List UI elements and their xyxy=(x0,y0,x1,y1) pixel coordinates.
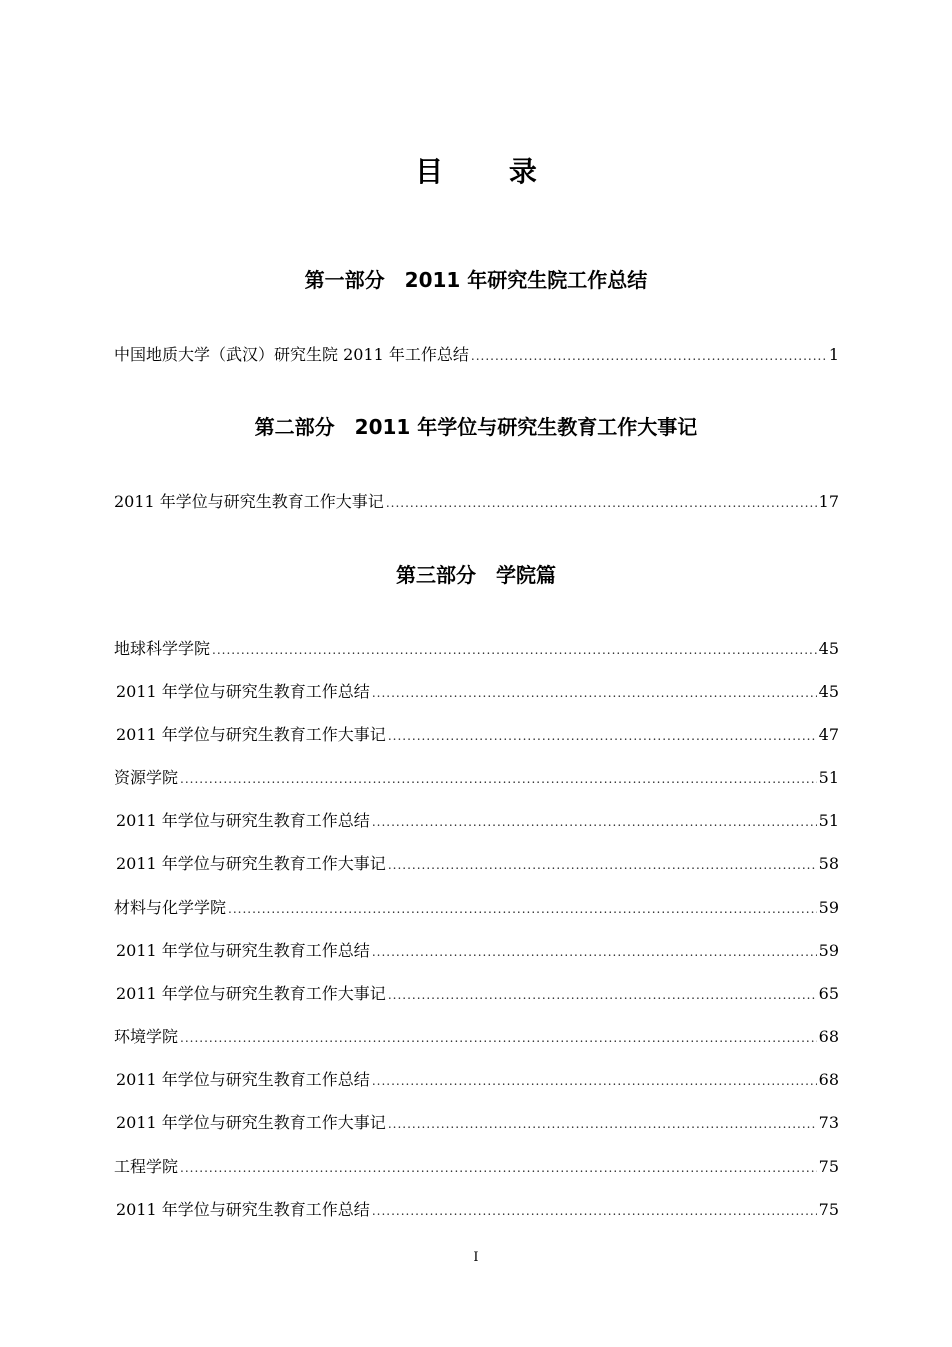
toc-entry-college[interactable] xyxy=(114,895,839,921)
dot-leader xyxy=(180,1155,817,1181)
toc-entry-label: 2011 年学位与研究生教育工作总结 xyxy=(116,1200,370,1219)
toc-entry[interactable] xyxy=(116,981,839,1007)
dot-leader xyxy=(180,1025,817,1051)
toc-entry[interactable] xyxy=(116,679,839,705)
toc-entry-page: 1 xyxy=(828,345,839,364)
toc-entry[interactable] xyxy=(116,1067,839,1093)
dot-leader xyxy=(372,680,817,706)
toc-entry-college[interactable] xyxy=(114,636,839,662)
toc-entry-label: 中国地质大学（武汉）研究生院 2011 年工作总结 xyxy=(114,345,469,364)
toc-entry-label: 工程学院 xyxy=(114,1157,179,1176)
toc-entry[interactable] xyxy=(114,342,839,368)
toc-entry-page: 45 xyxy=(818,639,839,658)
toc-entry-label: 材料与化学学院 xyxy=(114,898,227,917)
toc-entry[interactable] xyxy=(116,722,839,748)
toc-entry-label: 2011 年学位与研究生教育工作大事记 xyxy=(116,725,386,744)
toc-entry[interactable] xyxy=(114,489,839,515)
toc-entry-label: 2011 年学位与研究生教育工作总结 xyxy=(116,941,370,960)
dot-leader xyxy=(372,939,817,965)
toc-entry-page: 75 xyxy=(818,1200,839,1219)
dot-leader xyxy=(388,723,817,749)
dot-leader xyxy=(388,852,817,878)
toc-entry-page: 17 xyxy=(818,492,839,511)
toc-entry-label: 2011 年学位与研究生教育工作大事记 xyxy=(116,854,386,873)
toc-entry-page: 51 xyxy=(818,811,839,830)
toc-entry[interactable] xyxy=(116,808,839,834)
dot-leader xyxy=(372,809,817,835)
toc-entry-page: 73 xyxy=(818,1113,839,1132)
toc-entry-page: 68 xyxy=(818,1027,839,1046)
part-one-heading: 第一部分 2011 年研究生院工作总结 xyxy=(304,268,648,292)
toc-entry-label: 2011 年学位与研究生教育工作大事记 xyxy=(116,984,386,1003)
toc-entry-page: 58 xyxy=(818,854,839,873)
toc-entry-page: 75 xyxy=(818,1157,839,1176)
toc-entry[interactable] xyxy=(116,938,839,964)
toc-entry-label: 2011 年学位与研究生教育工作总结 xyxy=(116,1070,370,1089)
dot-leader xyxy=(212,637,817,663)
dot-leader xyxy=(372,1068,817,1094)
page-title: 目 录 xyxy=(415,155,565,188)
toc-entry-label: 地球科学学院 xyxy=(114,639,211,658)
toc-entry-page: 47 xyxy=(818,725,839,744)
dot-leader xyxy=(372,1198,817,1224)
dot-leader xyxy=(228,896,817,922)
toc-entry[interactable] xyxy=(116,851,839,877)
toc-entry[interactable] xyxy=(116,1110,839,1136)
toc-entry-college[interactable] xyxy=(114,765,839,791)
toc-entry-label: 2011 年学位与研究生教育工作大事记 xyxy=(114,492,384,511)
toc-entry-page: 51 xyxy=(818,768,839,787)
dot-leader xyxy=(388,982,817,1008)
page-number: I xyxy=(473,1250,479,1265)
toc-entry-label: 2011 年学位与研究生教育工作总结 xyxy=(116,811,370,830)
toc-entry-page: 59 xyxy=(818,898,839,917)
toc-entry-page: 45 xyxy=(818,682,839,701)
toc-entry-page: 65 xyxy=(818,984,839,1003)
dot-leader xyxy=(388,1111,817,1137)
toc-entry-label: 环境学院 xyxy=(114,1027,179,1046)
toc-entry-label: 2011 年学位与研究生教育工作大事记 xyxy=(116,1113,386,1132)
dot-leader xyxy=(180,766,817,792)
dot-leader xyxy=(386,490,817,516)
toc-entry-page: 68 xyxy=(818,1070,839,1089)
toc-entry-college[interactable] xyxy=(114,1154,839,1180)
toc-entry-page: 59 xyxy=(818,941,839,960)
dot-leader xyxy=(471,343,827,369)
toc-entry-college[interactable] xyxy=(114,1024,839,1050)
part-two-heading: 第二部分 2011 年学位与研究生教育工作大事记 xyxy=(254,415,698,439)
toc-entry-label: 资源学院 xyxy=(114,768,179,787)
toc-entry[interactable] xyxy=(116,1197,839,1223)
part-three-heading: 第三部分 学院篇 xyxy=(396,563,556,587)
toc-entry-label: 2011 年学位与研究生教育工作总结 xyxy=(116,682,370,701)
